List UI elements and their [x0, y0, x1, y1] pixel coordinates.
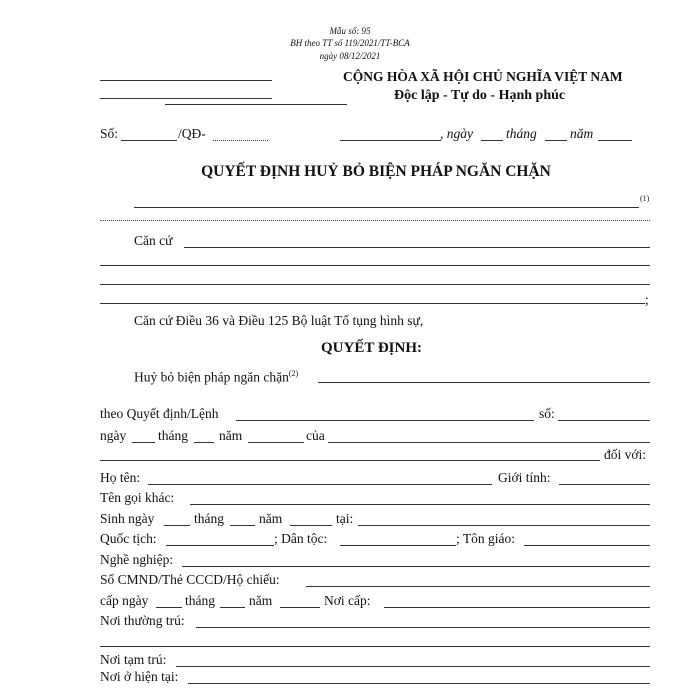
cancel-measure-text: Huỷ bỏ biện pháp ngăn chặn [134, 369, 289, 385]
can-cu-line-2[interactable] [100, 265, 650, 266]
dan-toc-field[interactable] [340, 545, 456, 546]
document-title: QUYẾT ĐỊNH HUỶ BỎ BIỆN PHÁP NGĂN CHẶN [201, 163, 551, 180]
quoc-tich-field[interactable] [166, 545, 274, 546]
sinh-thang-field[interactable] [230, 525, 255, 526]
date-year-field[interactable] [248, 442, 304, 443]
footnote-2: (2) [288, 369, 299, 378]
ho-ten-field[interactable] [148, 484, 492, 485]
authority-line-2[interactable] [100, 220, 650, 221]
month-field[interactable] [545, 140, 567, 141]
date-month-field[interactable] [194, 442, 214, 443]
theo-qd-label: theo Quyết định/Lệnh [100, 406, 219, 421]
form-date-note: ngày 08/12/2021 [319, 51, 381, 61]
footnote-1: (1) [640, 194, 650, 203]
noi-cap-field[interactable] [384, 607, 650, 608]
cap-thang-field[interactable] [220, 607, 245, 608]
semicolon: ; [645, 292, 649, 307]
can-cu-label: Căn cứ [134, 233, 173, 248]
cap-nam-field[interactable] [280, 607, 320, 608]
sinh-ngay-label: Sinh ngày [100, 511, 155, 526]
date-nam-label: năm [219, 428, 243, 443]
ton-giao-field[interactable] [524, 545, 650, 546]
tai-field[interactable] [358, 525, 650, 526]
doi-voi-label: đối với: [604, 447, 647, 462]
cancel-measure-label [134, 369, 298, 386]
noi-o-hien-tai-label: Nơi ở hiện tại: [100, 669, 179, 684]
noi-o-hien-tai-field[interactable] [188, 683, 650, 684]
agency-line-2 [100, 98, 272, 99]
date-ngay-label: ngày [100, 428, 127, 443]
country-name: CỘNG HÒA XÃ HỘI CHỦ NGHĨA VIỆT NAM [343, 69, 623, 84]
nam-label: năm [570, 126, 594, 141]
year-field[interactable] [598, 140, 632, 141]
noi-tam-tru-label: Nơi tạm trú: [100, 652, 167, 667]
form-number-note: Mẫu số: 95 [329, 26, 371, 36]
cua-field[interactable] [328, 442, 650, 443]
noi-thuong-tru-label: Nơi thường trú: [100, 613, 185, 628]
so-cmnd-label: Số CMND/Thẻ CCCD/Hộ chiếu: [100, 572, 280, 587]
form-circular-note: BH theo TT số 119/2021/TT-BCA [290, 38, 410, 48]
doi-voi-field[interactable] [100, 460, 600, 461]
so-cmnd-field[interactable] [306, 586, 650, 587]
agency-line-1 [100, 80, 272, 81]
qd-label: /QĐ- [178, 126, 206, 141]
sinh-ngay-field[interactable] [164, 525, 190, 526]
gioi-tinh-label: Giới tính: [498, 470, 551, 485]
ngay-label: , ngày [440, 126, 473, 141]
place-field[interactable] [340, 140, 441, 141]
cap-ngay-field[interactable] [156, 607, 182, 608]
can-cu-line-4[interactable] [100, 303, 645, 304]
nghe-nghiep-field[interactable] [182, 566, 650, 567]
decision-heading: QUYẾT ĐỊNH: [321, 340, 422, 356]
quoc-tich-label: Quốc tịch: [100, 531, 157, 546]
so-field[interactable] [121, 140, 177, 141]
can-cu-field[interactable] [184, 247, 650, 248]
ho-ten-label: Họ tên: [100, 470, 141, 485]
so-label: Số: [100, 126, 119, 141]
dan-toc-label: ; Dân tộc: [274, 531, 328, 546]
so-field-2[interactable] [558, 420, 650, 421]
thang-label: tháng [506, 126, 537, 141]
sinh-nam-field[interactable] [290, 525, 332, 526]
date-thang-label: tháng [158, 428, 188, 443]
sinh-nam-label: năm [259, 511, 283, 526]
agency-underline [165, 104, 347, 105]
cap-thang-label: tháng [185, 593, 215, 608]
cancel-measure-field[interactable] [318, 382, 650, 383]
noi-tam-tru-field[interactable] [176, 666, 650, 667]
nghe-nghiep-label: Nghề nghiệp: [100, 552, 174, 567]
so-label-2: số: [539, 406, 555, 421]
authority-line[interactable] [134, 207, 639, 208]
day-field[interactable] [481, 140, 503, 141]
noi-thuong-tru-line-2[interactable] [100, 646, 650, 647]
noi-cap-label: Nơi cấp: [324, 593, 371, 608]
qd-field[interactable] [213, 140, 268, 141]
noi-thuong-tru-field[interactable] [196, 627, 650, 628]
date-day-field[interactable] [132, 442, 155, 443]
tai-label: tại: [336, 511, 354, 526]
gioi-tinh-field[interactable] [559, 484, 650, 485]
cua-label: của [306, 428, 325, 443]
ten-goi-khac-field[interactable] [190, 504, 650, 505]
legal-basis: Căn cứ Điều 36 và Điều 125 Bộ luật Tố tụng hình sự, [134, 313, 424, 328]
cap-nam-label: năm [249, 593, 273, 608]
motto: Độc lập - Tự do - Hạnh phúc [394, 88, 566, 103]
cap-ngay-label: cấp ngày [100, 593, 149, 608]
sinh-thang-label: tháng [194, 511, 224, 526]
theo-qd-field[interactable] [236, 420, 534, 421]
ton-giao-label: ; Tôn giáo: [456, 531, 515, 546]
can-cu-line-3[interactable] [100, 284, 650, 285]
ten-goi-khac-label: Tên gọi khác: [100, 490, 175, 505]
